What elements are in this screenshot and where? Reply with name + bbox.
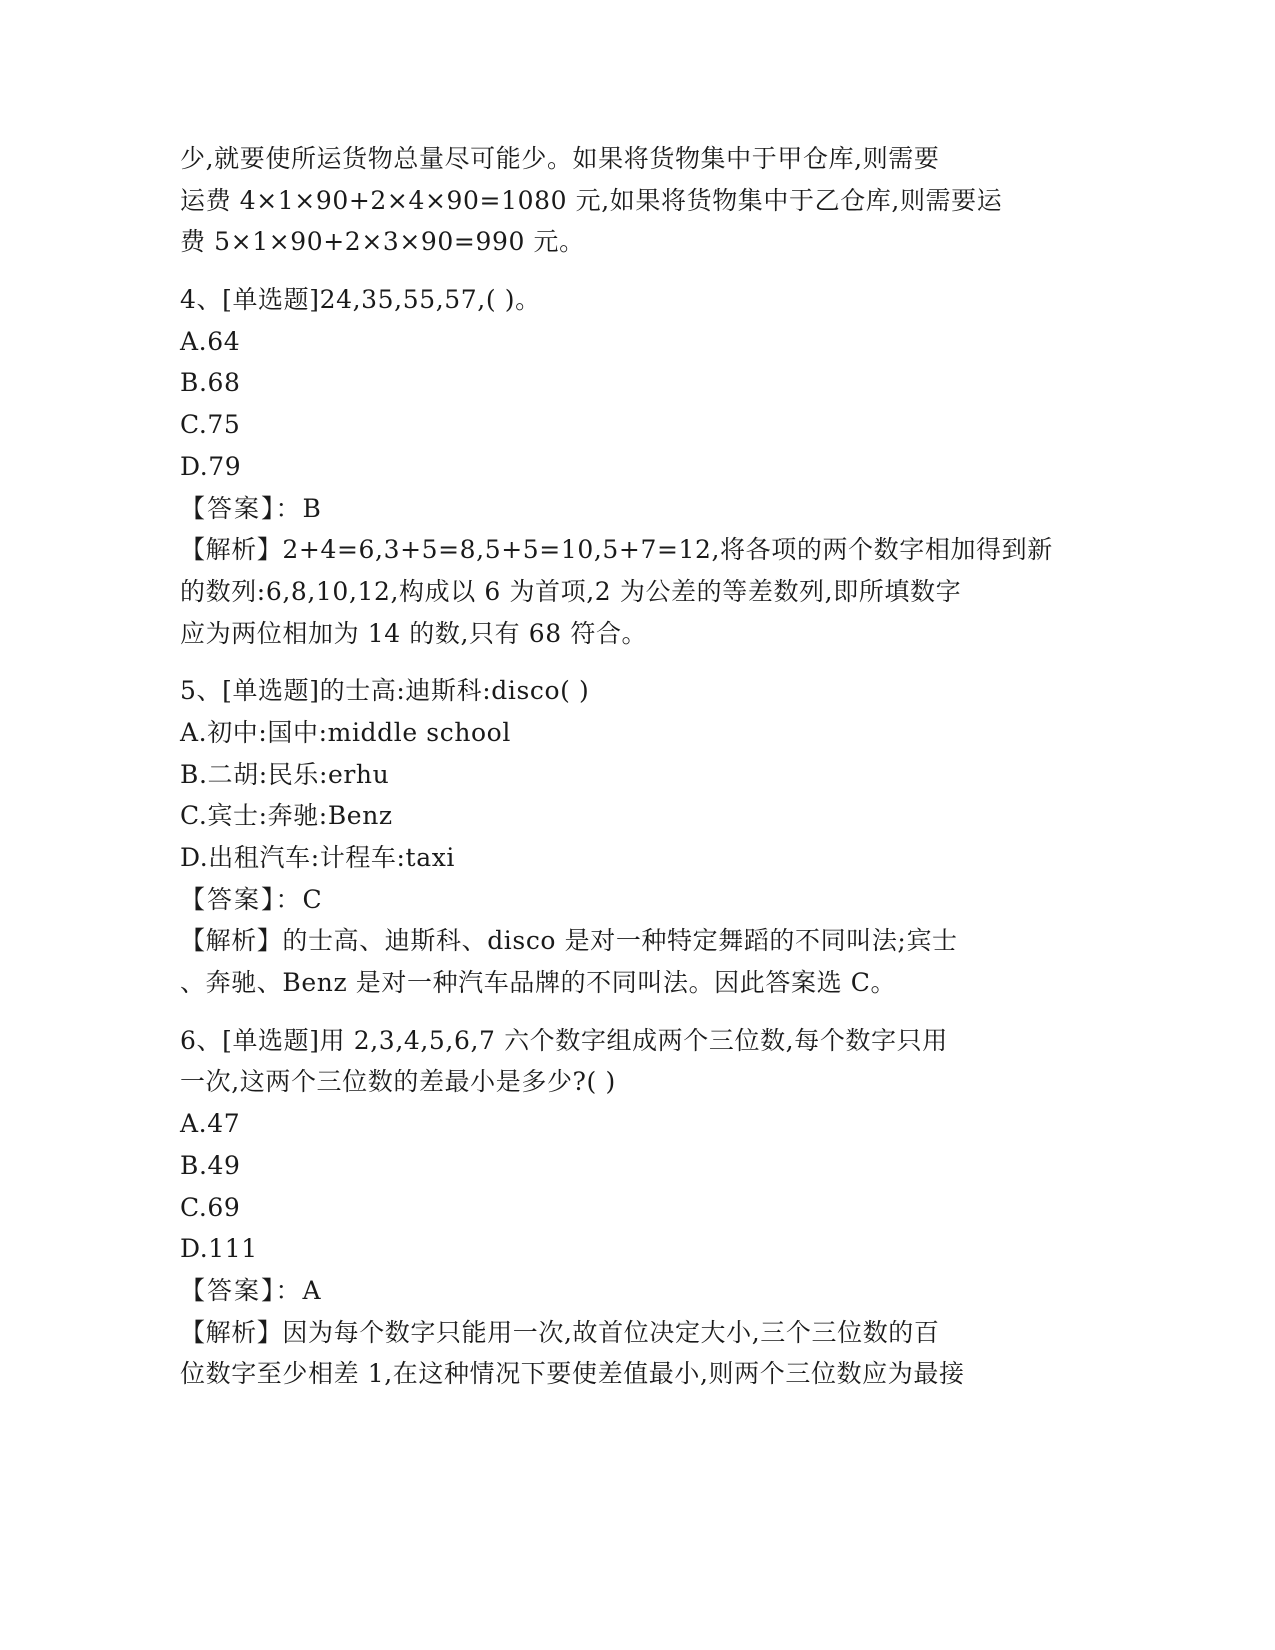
question-6: [180, 1020, 1040, 1395]
analysis-label: 【解析】: [180, 535, 283, 565]
question-4: [180, 279, 1053, 654]
analysis-label: 【解析】: [180, 1317, 283, 1347]
option-b: B.二胡:民乐:erhu: [180, 759, 390, 789]
analysis-text: 位数字至少相差 1,在这种情况下要使差值最小,则两个三位数应为最接: [180, 1359, 965, 1389]
question-stem: 5、[单选题]的士高:迪斯科:disco( ): [180, 676, 590, 706]
answer-line: [180, 879, 1040, 921]
intro-line: 费 5×1×90+2×3×90=990 元。: [180, 227, 585, 257]
answer-value: C: [302, 884, 323, 914]
option-b: B.68: [180, 368, 241, 398]
option-a: A.初中:国中:middle school: [180, 717, 511, 747]
option-d: D.111: [180, 1234, 258, 1264]
analysis-text: 应为两位相加为 14 的数,只有 68 符合。: [180, 618, 648, 648]
answer-label: 【答案】：: [180, 1275, 303, 1305]
answer-line: [180, 488, 1040, 530]
option-c: C.宾士:奔驰:Benz: [180, 801, 393, 831]
answer-label: 【答案】：: [180, 493, 303, 523]
option-a: A.47: [180, 1109, 241, 1139]
analysis-label: 【解析】: [180, 926, 283, 956]
answer-line: [180, 1270, 1040, 1312]
question-stem: 4、[单选题]24,35,55,57,( )。: [180, 285, 541, 315]
analysis-text: 、奔驰、Benz 是对一种汽车品牌的不同叫法。因此答案选 C。: [180, 968, 897, 998]
intro-line: 少,就要使所运货物总量尽可能少。如果将货物集中于甲仓库,则需要: [180, 144, 940, 173]
analysis-line: [180, 529, 1053, 571]
answer-value: B: [302, 493, 322, 523]
analysis-text: 2+4=6,3+5=8,5+5=10,5+7=12,将各项的两个数字相加得到新: [282, 535, 1053, 565]
option-b: B.49: [180, 1150, 241, 1180]
analysis-line: [180, 920, 1040, 962]
option-d: D.79: [180, 451, 242, 481]
analysis-line: [180, 1312, 1040, 1354]
intro-line: 运费 4×1×90+2×4×90=1080 元,如果将货物集中于乙仓库,则需要运: [180, 185, 1003, 215]
option-c: C.69: [180, 1192, 241, 1222]
analysis-text: 的数列:6,8,10,12,构成以 6 为首项,2 为公差的等差数列,即所填数字: [180, 576, 962, 606]
analysis-text: 的士高、迪斯科、disco 是对一种特定舞蹈的不同叫法;宾士: [282, 926, 958, 956]
intro-paragraph: [180, 138, 1040, 263]
question-stem: 一次,这两个三位数的差最小是多少?( ): [180, 1067, 616, 1097]
option-a: A.64: [180, 326, 241, 356]
question-5: [180, 670, 1040, 1004]
document-page: [180, 138, 1053, 1395]
analysis-text: 因为每个数字只能用一次,故首位决定大小,三个三位数的百: [282, 1317, 940, 1347]
option-d: D.出租汽车:计程车:taxi: [180, 843, 455, 872]
answer-label: 【答案】：: [180, 884, 303, 914]
option-c: C.75: [180, 410, 241, 440]
question-stem: 6、[单选题]用 2,3,4,5,6,7 六个数字组成两个三位数,每个数字只用: [180, 1025, 948, 1055]
answer-value: A: [302, 1275, 322, 1305]
